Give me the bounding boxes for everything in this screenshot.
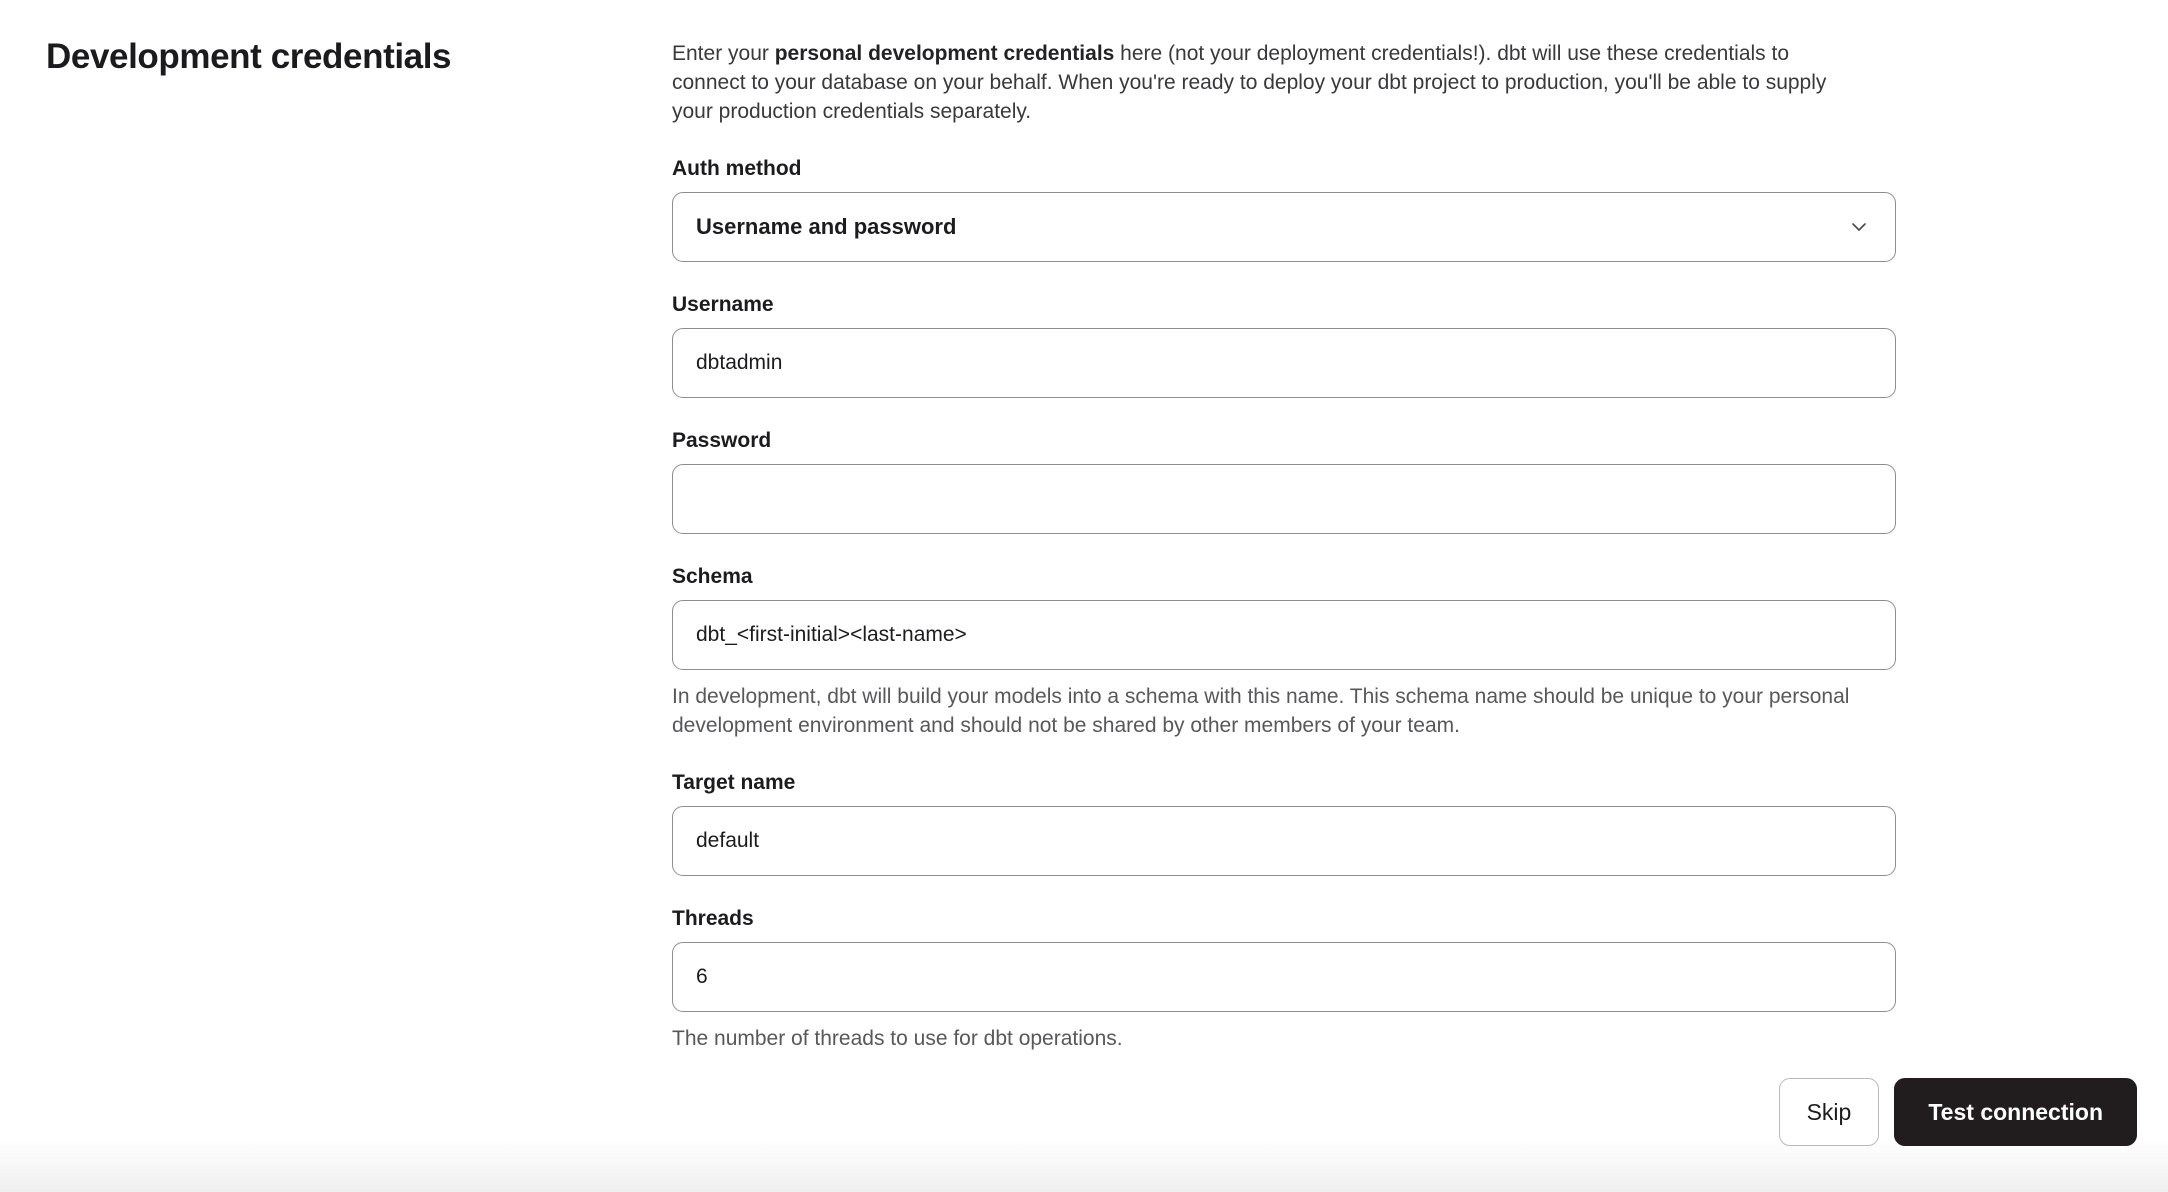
skip-button[interactable]: Skip (1779, 1078, 1880, 1146)
test-connection-button[interactable]: Test connection (1894, 1078, 2137, 1146)
bottom-fade-divider (0, 1138, 2168, 1192)
schema-field-group (672, 563, 1898, 740)
schema-input[interactable] (672, 600, 1896, 670)
username-input[interactable] (672, 328, 1896, 398)
auth-method-selected-value: Username and password (696, 214, 957, 239)
chevron-down-icon (1849, 217, 1869, 237)
username-field-group (672, 291, 1898, 398)
schema-label: Schema (672, 565, 753, 588)
threads-help-text: The number of threads to use for dbt operations. (672, 1027, 1123, 1050)
password-input[interactable] (672, 464, 1896, 534)
threads-label: Threads (672, 907, 754, 930)
target-name-label: Target name (672, 771, 796, 794)
auth-method-label: Auth method (672, 157, 802, 180)
target-name-field-group (672, 769, 1898, 876)
password-field-group (672, 427, 1898, 534)
username-label: Username (672, 293, 774, 316)
schema-help-text: In development, dbt will build your models into a schema with this name. This schema name should be unique to your personal development environment and should not be shared by other members of your team. (672, 685, 1850, 737)
title-column (46, 34, 672, 80)
target-name-input[interactable] (672, 806, 1896, 876)
intro-prefix: Enter your (672, 42, 775, 65)
intro-text (672, 39, 1848, 126)
intro-suffix: here (not your deployment credentials!). dbt will use these credentials to connect to your database on your behalf. When you're ready to deploy your dbt project to production, you'll be able to supply your production credentials separately. (672, 42, 1827, 123)
footer-actions (1779, 1078, 2137, 1146)
page-title: Development credentials (46, 37, 452, 76)
password-label: Password (672, 429, 772, 452)
intro-bold: personal development credentials (774, 42, 1115, 65)
threads-field-group (672, 905, 1898, 1053)
auth-method-field-group (672, 155, 1898, 262)
credentials-form (672, 34, 1898, 1053)
threads-input[interactable] (672, 942, 1896, 1012)
auth-method-select[interactable] (672, 192, 1896, 262)
